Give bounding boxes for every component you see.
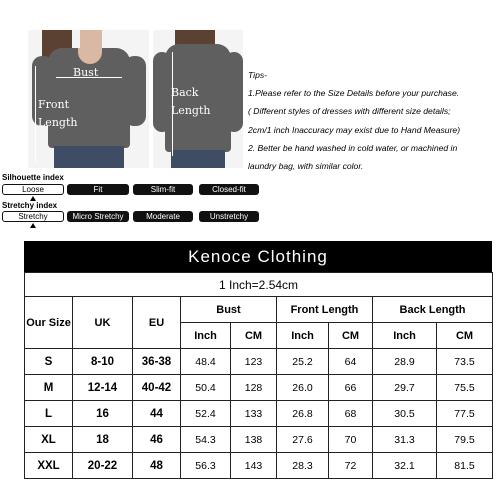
header-cm: CM [437,323,493,349]
back-inch-cell: 29.7 [373,375,437,401]
header-inch: Inch [277,323,329,349]
tips-line: 2. Better be hand washed in cold water, or machined in [248,142,458,153]
back-cm-cell: 75.5 [437,375,493,401]
back-length-label-line1: Back [171,86,199,99]
header-uk: UK [73,297,133,349]
silhouette-option-loose: Loose [2,184,64,195]
stretchy-option-stretchy: Stretchy [2,211,64,222]
bust-inch-cell: 56.3 [181,453,231,479]
brand-title-bar: Kenoce Clothing [24,241,492,272]
bust-cm-cell: 138 [231,427,277,453]
eu-cell: 44 [133,401,181,427]
silhouette-index-title: Silhouette index [2,173,64,182]
front-cm-cell: 70 [329,427,373,453]
header-cm: CM [329,323,373,349]
tips-line: 1.Please refer to the Size Details before your purchase. [248,88,460,99]
table-row [25,349,493,375]
bust-label: Bust [73,66,99,79]
header-our-size: Our Size [25,297,73,349]
stretchy-index-title: Stretchy index [2,201,58,210]
stretchy-option-micro-stretchy: Micro Stretchy [67,211,129,222]
eu-cell: 48 [133,453,181,479]
header-bust: Bust [181,297,277,323]
size-cell: S [25,349,73,375]
uk-cell: 18 [73,427,133,453]
stretchy-selected-marker [30,223,36,228]
size-cell: XXL [25,453,73,479]
header-front-length: Front Length [277,297,373,323]
uk-cell: 12-14 [73,375,133,401]
front-cm-cell: 72 [329,453,373,479]
table-row [25,427,493,453]
bust-inch-cell: 54.3 [181,427,231,453]
eu-cell: 46 [133,427,181,453]
header-inch: Inch [181,323,231,349]
bust-cm-cell: 143 [231,453,277,479]
table-row [25,453,493,479]
bust-inch-cell: 52.4 [181,401,231,427]
header-back-length: Back Length [373,297,493,323]
front-cm-cell: 68 [329,401,373,427]
eu-cell: 40-42 [133,375,181,401]
size-chart-table [24,272,493,479]
back-cm-cell: 73.5 [437,349,493,375]
front-inch-cell: 25.2 [277,349,329,375]
back-length-label-line2: Length [171,104,211,117]
header-inch: Inch [373,323,437,349]
bust-cm-cell: 133 [231,401,277,427]
front-length-label-line1: Front [38,98,70,111]
front-inch-cell: 27.6 [277,427,329,453]
front-inch-cell: 28.3 [277,453,329,479]
back-product-photo [153,30,243,168]
front-product-photo [28,30,149,168]
back-inch-cell: 31.3 [373,427,437,453]
table-row [25,401,493,427]
silhouette-option-slim-fit: Slim-fit [133,184,193,195]
back-inch-cell: 28.9 [373,349,437,375]
silhouette-option-fit: Fit [67,184,129,195]
silhouette-option-closed-fit: Closed-fit [199,184,259,195]
tips-line: 2cm/1 inch Inaccuracy may exist due to Hand Measure) [248,124,461,135]
front-inch-cell: 26.8 [277,401,329,427]
stretchy-option-unstretchy: Unstretchy [199,211,259,222]
size-cell: M [25,375,73,401]
back-inch-cell: 30.5 [373,401,437,427]
bust-cm-cell: 128 [231,375,277,401]
front-cm-cell: 64 [329,349,373,375]
front-inch-cell: 26.0 [277,375,329,401]
size-cell: L [25,401,73,427]
back-inch-cell: 32.1 [373,453,437,479]
header-cm: CM [231,323,277,349]
bust-cm-cell: 123 [231,349,277,375]
tips-title: Tips- [248,70,268,80]
eu-cell: 36-38 [133,349,181,375]
uk-cell: 20-22 [73,453,133,479]
back-cm-cell: 81.5 [437,453,493,479]
tips-line: ( Different styles of dresses with different size details; [248,106,451,117]
size-cell: XL [25,427,73,453]
front-cm-cell: 66 [329,375,373,401]
header-eu: EU [133,297,181,349]
uk-cell: 8-10 [73,349,133,375]
care-tips [248,66,500,175]
table-row [25,375,493,401]
back-cm-cell: 77.5 [437,401,493,427]
front-length-label-line2: Length [38,116,78,129]
bust-inch-cell: 48.4 [181,349,231,375]
tips-line: laundry bag, with similar color. [248,160,364,171]
conversion-note: 1 Inch=2.54cm [25,273,493,297]
uk-cell: 16 [73,401,133,427]
back-cm-cell: 79.5 [437,427,493,453]
stretchy-option-moderate: Moderate [133,211,193,222]
bust-inch-cell: 50.4 [181,375,231,401]
